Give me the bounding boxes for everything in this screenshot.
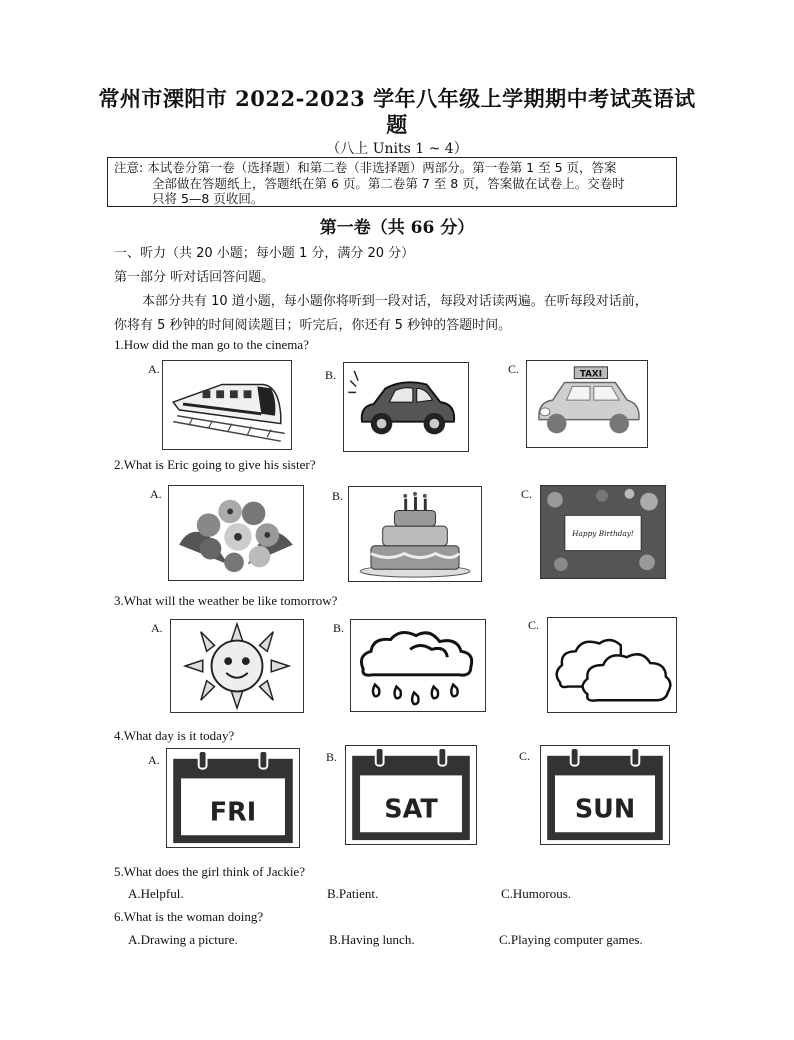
title-line-1: 常州市溧阳市 2022-2023 学年八年级上学期期中考试英语试: [98, 86, 696, 111]
question-1: 1.How did the man go to the cinema?: [114, 337, 309, 352]
answer-option-b: B.Having lunch.: [329, 932, 415, 947]
cloud-icon: [547, 617, 677, 713]
answer-option-a: A.Drawing a picture.: [128, 932, 238, 947]
question-6: 6.What is the woman doing?: [114, 909, 264, 924]
option-label: C.: [521, 487, 533, 501]
answer-option-b: B.Patient.: [327, 886, 379, 901]
notice-box: [107, 157, 677, 207]
option-label: A.: [151, 621, 163, 635]
birthday-card-icon: [540, 485, 666, 579]
question-5: 5.What does the girl think of Jackie?: [114, 864, 305, 879]
calendar-icon: [540, 745, 670, 845]
train-icon: [162, 360, 292, 450]
option-label: B.: [325, 368, 337, 382]
option-label: B.: [326, 750, 338, 764]
option-label: C.: [528, 618, 540, 632]
title-line-2: 题: [386, 112, 408, 137]
option-label: B.: [332, 489, 344, 503]
taxi-icon: [526, 360, 648, 448]
option-label: A.: [148, 753, 160, 767]
instruction-line-2: 你将有 5 秒钟的时间阅读题目；听完后，你还有 5 秒钟的答题时间。: [114, 318, 512, 333]
flowers-icon: [168, 485, 304, 581]
option-label: C.: [519, 749, 531, 763]
question-4: 4.What day is it today?: [114, 728, 235, 743]
card-text: Happy Birthday!: [572, 528, 634, 538]
answer-option-a: A.Helpful.: [128, 886, 184, 901]
day-label-sun: SUN: [574, 794, 636, 825]
notice-line-2: 全部做在答题纸上，答题纸在第 6 页。第二卷第 7 至 8 页，答案做在试卷上。交卷时: [152, 175, 625, 191]
page-title: [0, 86, 794, 138]
question-2: 2.What is Eric going to give his sister?: [114, 457, 316, 472]
taxi-sign-text: TAXI: [579, 369, 602, 380]
option-label: C.: [508, 362, 520, 376]
answer-option-c: C.Playing computer games.: [499, 932, 643, 947]
part-heading: 第一部分 听对话回答问题。: [114, 270, 275, 285]
calendar-icon: [166, 748, 300, 848]
option-label: A.: [150, 487, 162, 501]
car-icon: [343, 362, 469, 452]
question-3: 3.What will the weather be like tomorrow?: [114, 593, 338, 608]
option-label: A.: [148, 362, 160, 376]
listening-heading: 一、听力（共 20 小题；每小题 1 分，满分 20 分）: [114, 246, 415, 261]
cake-icon: [348, 486, 482, 582]
calendar-icon: [345, 745, 477, 845]
rain-icon: [350, 619, 486, 712]
sun-icon: [170, 619, 304, 713]
day-label-fri: FRI: [209, 797, 257, 828]
subtitle: （八上 Units 1 ~ 4）: [326, 141, 468, 157]
notice-label: 注意:: [114, 160, 144, 175]
option-label: B.: [333, 621, 345, 635]
day-label-sat: SAT: [384, 794, 438, 825]
notice-line-1: 本试卷分第一卷（选择题）和第二卷（非选择题）两部分。第一卷第 1 至 5 页，答案: [147, 160, 617, 175]
notice-line-3: 只将 5—8 页收回。: [152, 191, 264, 206]
answer-option-c: C.Humorous.: [501, 886, 572, 901]
instruction-line-1: 本部分共有 10 道小题，每小题你将听到一段对话，每段对话读两遍。在听每段对话前，: [142, 294, 648, 309]
section-title: 第一卷（共 66 分）: [319, 218, 475, 238]
